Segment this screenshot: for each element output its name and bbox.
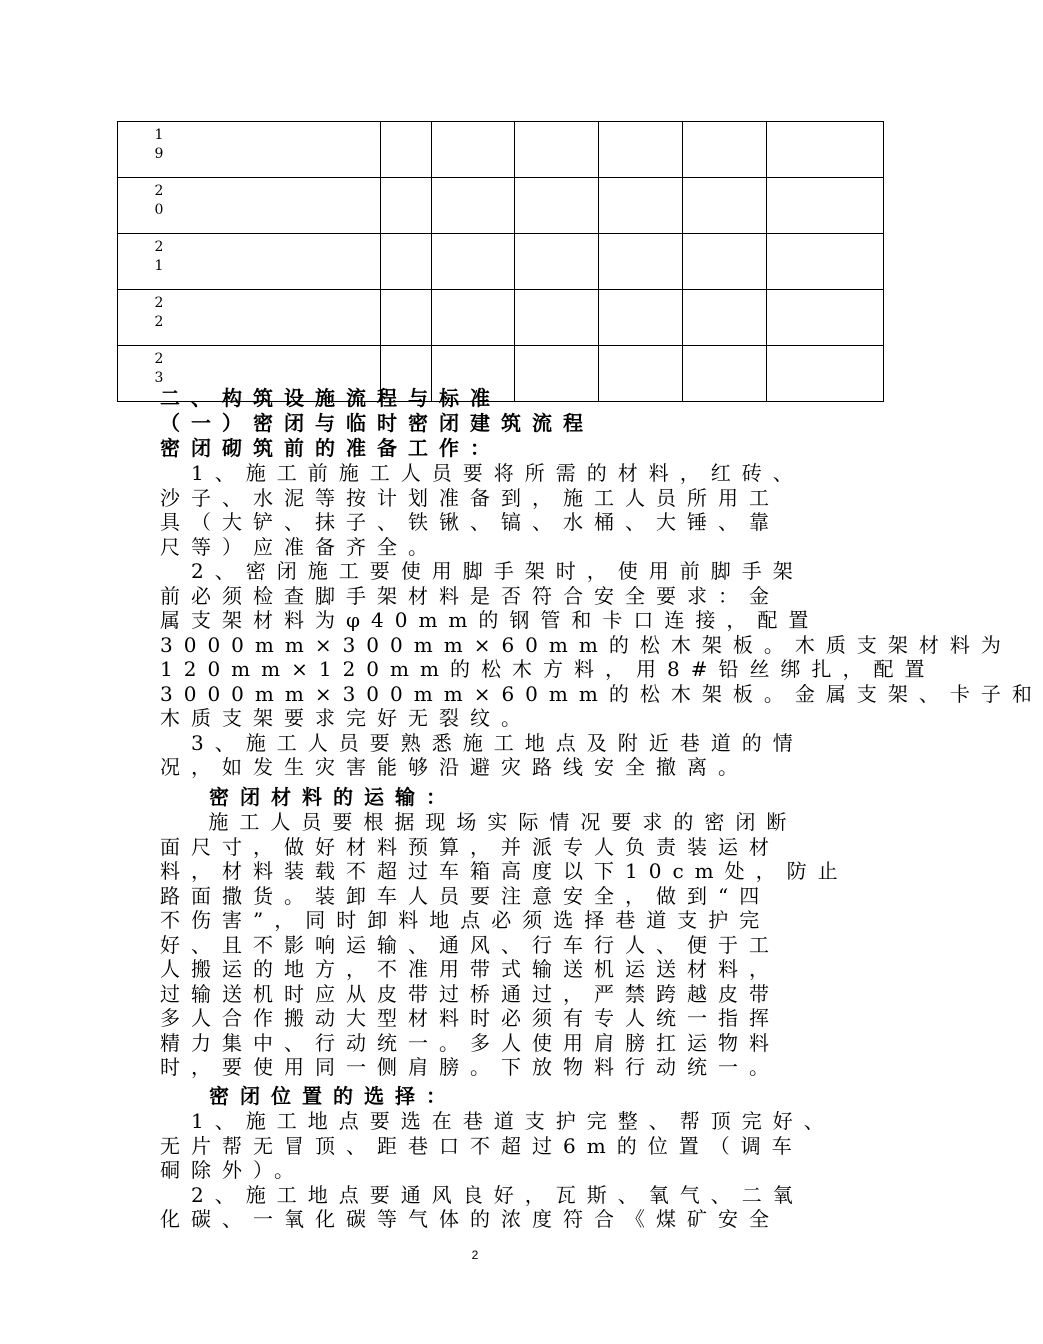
text-line: 面尺寸，做好材料预算，并派专人负责装运材 xyxy=(160,834,780,859)
text-line: 2、密闭施工要使用脚手架时，使用前脚手架 xyxy=(160,559,804,583)
text-line: 精力集中、行动统一。多人使用肩膀扛运物料 xyxy=(160,1030,780,1055)
text-line: 2、施工地点要通风良好，瓦斯、氧气、二氧 xyxy=(160,1182,804,1207)
text-line: 1、施工前施工人员要将所需的材料，红砖、 xyxy=(160,461,804,485)
table-cell xyxy=(683,178,767,234)
table-cell xyxy=(118,234,153,290)
table-cell xyxy=(599,290,683,346)
table-cell xyxy=(683,122,767,178)
text-line: 3000mm×300mm×60mm的松木架板。木质支架材料为 xyxy=(160,632,1012,657)
table-cell xyxy=(515,122,599,178)
table-cell xyxy=(432,234,515,290)
table-cell xyxy=(599,122,683,178)
table-cell xyxy=(683,290,767,346)
table-cell xyxy=(118,122,153,178)
table-cell xyxy=(515,290,599,346)
text-line: 3000mm×300mm×60mm的松木架板。金属支架、卡子和 xyxy=(160,681,1043,706)
table-cell xyxy=(118,178,153,234)
table-cell xyxy=(118,346,153,402)
table-cell xyxy=(683,234,767,290)
text-line: 时，要使用同一侧肩膀。下放物料行动统一。 xyxy=(160,1055,780,1079)
row-number-digit: 1 xyxy=(154,258,164,274)
text-line: 好、且不影响运输、通风、行车行人、便于工 xyxy=(160,932,780,957)
row-number-cell xyxy=(153,178,381,234)
table-cell xyxy=(599,178,683,234)
text-line: 化碳、一氧化碳等气体的浓度符合《煤矿安全 xyxy=(160,1207,780,1231)
transport-heading: 密闭材料的运输： xyxy=(160,785,457,809)
table-cell xyxy=(381,290,432,346)
text-line: 路面撒货。装卸车人员要注意安全，做到“四 xyxy=(160,883,771,908)
row-number-digit: 1 xyxy=(154,127,164,143)
row-number-digit: 9 xyxy=(154,146,164,162)
table-row xyxy=(118,178,884,234)
table-cell xyxy=(599,234,683,290)
text-line: 多人合作搬动大型材料时必须有专人统一指挥 xyxy=(160,1006,780,1030)
row-number-digit: 2 xyxy=(154,183,164,199)
text-line: 木质支架要求完好无裂纹。 xyxy=(160,706,532,730)
text-line: 施工人员要根据现场实际情况要求的密闭断 xyxy=(160,810,798,834)
table-cell xyxy=(515,178,599,234)
row-number-digit: 0 xyxy=(154,202,164,218)
row-number-cell xyxy=(153,122,381,178)
text-line: 人搬运的地方，不准用带式输送机运送材料， xyxy=(160,957,780,981)
row-number-digit: 3 xyxy=(154,370,164,386)
text-line: 过输送机时应从皮带过桥通过，严禁跨越皮带 xyxy=(160,981,780,1006)
table-cell xyxy=(767,178,884,234)
text-line: 前必须检查脚手架材料是否符合安全要求：金 xyxy=(160,583,780,608)
table-cell xyxy=(432,290,515,346)
table-cell xyxy=(767,234,884,290)
table-cell xyxy=(381,234,432,290)
table-cell xyxy=(381,178,432,234)
text-line: 具（大铲、抹子、铁锹、镐、水桶、大锤、靠 xyxy=(160,510,780,534)
row-number-digit: 2 xyxy=(154,295,164,311)
table-cell xyxy=(767,290,884,346)
row-number-digit: 2 xyxy=(154,314,164,330)
table-row xyxy=(118,234,884,290)
section-title: 二、构筑设施流程与标准 xyxy=(160,386,501,410)
text-line: 沙子、水泥等按计划准备到，施工人员所用工 xyxy=(160,485,780,510)
text-line: 尺等）应准备齐全。 xyxy=(160,534,439,559)
text-line: 3、施工人员要熟悉施工地点及附近巷道的情 xyxy=(160,730,804,755)
table-row xyxy=(118,122,884,178)
record-table xyxy=(117,121,884,402)
text-line: 况，如发生灾害能够沿避灾路线安全撤离。 xyxy=(160,755,749,779)
text-line: 120mm×120mm的松木方料，用8#铅丝绑扎，配置 xyxy=(160,657,936,681)
table-row xyxy=(118,290,884,346)
page-number: 2 xyxy=(471,1248,479,1262)
row-number-cell xyxy=(153,290,381,346)
text-line: 无片帮无冒顶、距巷口不超过6m的位置（调车 xyxy=(160,1133,803,1158)
prep-heading: 密闭砌筑前的准备工作： xyxy=(160,436,501,460)
table-cell xyxy=(767,122,884,178)
text-line: 硐除外）。 xyxy=(160,1158,305,1182)
text-line: 属支架材料为φ40mm的钢管和卡口连接，配置 xyxy=(160,608,820,632)
row-number-digit: 2 xyxy=(154,239,164,255)
table-cell xyxy=(432,122,515,178)
row-number-cell xyxy=(153,234,381,290)
table-cell xyxy=(118,290,153,346)
text-line: 1、施工地点要选在巷道支护完整、帮顶完好、 xyxy=(160,1109,835,1133)
table-cell xyxy=(381,122,432,178)
sub-title: （一）密闭与临时密闭建筑流程 xyxy=(160,411,594,435)
row-number-digit: 2 xyxy=(154,351,164,367)
text-line: 料，材料装载不超过车箱高度以下10cm处，防止 xyxy=(160,859,849,883)
text-line: 不伤害”，同时卸料地点必须选择巷道支护完 xyxy=(160,908,771,932)
table-cell xyxy=(515,234,599,290)
position-heading: 密闭位置的选择： xyxy=(160,1084,457,1108)
table-cell xyxy=(432,178,515,234)
